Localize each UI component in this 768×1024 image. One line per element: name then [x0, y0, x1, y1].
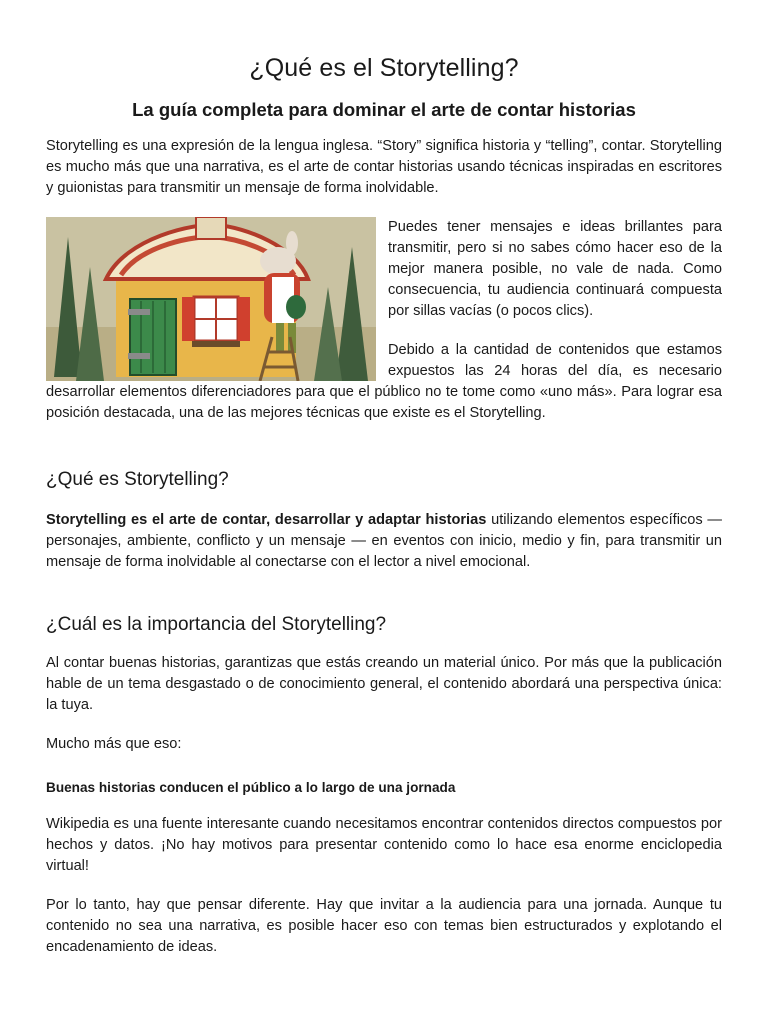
importance-paragraph-1: Al contar buenas historias, garantizas que estás creando un material único. Por más que la publicación hable de un tema desgastado o de conocimiento general, el contenido abordará una perspectiva única: la tuya.: [46, 655, 722, 713]
side-paragraph-1: Puedes tener mensajes e ideas brillantes para transmitir, pero si no sabes cómo hacer eso de la mejor manera posible, no vale de nada. Como consecuencia, tu audiencia continuará compuesta por sillas vacías (o pocos clics).: [388, 219, 722, 319]
importance-paragraph-4: Por lo tanto, hay que pensar diferente. Hay que invitar a la audiencia para una jornada. Aunque tu contenido no sea una narrativa, es posible hacer eso con temas bien estructurados y explotando el encadenamiento de ideas.: [46, 897, 722, 955]
definition-paragraph: [46, 510, 722, 573]
importance-subheading: Buenas historias conducen el público a lo largo de una jornada: [46, 780, 456, 795]
section-heading-importance: ¿Cuál es la importancia del Storytelling?: [46, 614, 387, 635]
section-heading-what: ¿Qué es Storytelling?: [46, 469, 229, 490]
page-subtitle: La guía completa para dominar el arte de contar historias: [132, 99, 636, 120]
page-title: ¿Qué es el Storytelling?: [249, 54, 519, 82]
definition-rest: utilizando elementos específicos — personajes, ambiente, conflicto y un mensaje — en eventos con inicio, medio y fin, para transmitir un mensaje de forma inolvidable al conectarse con el lector a nivel emocional.: [46, 512, 723, 570]
importance-paragraph-2: Mucho más que eso:: [46, 736, 182, 752]
definition-bold-lead: Storytelling es el arte de contar, desarrollar y adaptar historias: [46, 512, 487, 528]
illustrated-block: [46, 217, 722, 424]
side-paragraph-2: Debido a la cantidad de contenidos que estamos expuestos las 24 horas del día, es necesario desarrollar elementos diferenciadores para que el público no te tome como «uno más». Para lograr esa posición destacada, una de las mejores técnicas que existe es el Storytelling.: [46, 342, 722, 421]
importance-paragraph-3: Wikipedia es una fuente interesante cuando necesitamos encontrar contenidos directos compuestos por hechos y datos. ¡No hay motivos para presentar contenido como lo hace esa enorme enciclopedia virtual!: [46, 816, 722, 874]
intro-paragraph: Storytelling es una expresión de la lengua inglesa. “Story” significa historia y “telling”, contar. Storytelling es mucho más que una narrativa, es el arte de contar historias usando técnicas inspiradas en escritores y guionistas para transmitir un mensaje de forma inolvidable.: [46, 138, 722, 196]
storybook-illustration: [46, 217, 376, 381]
